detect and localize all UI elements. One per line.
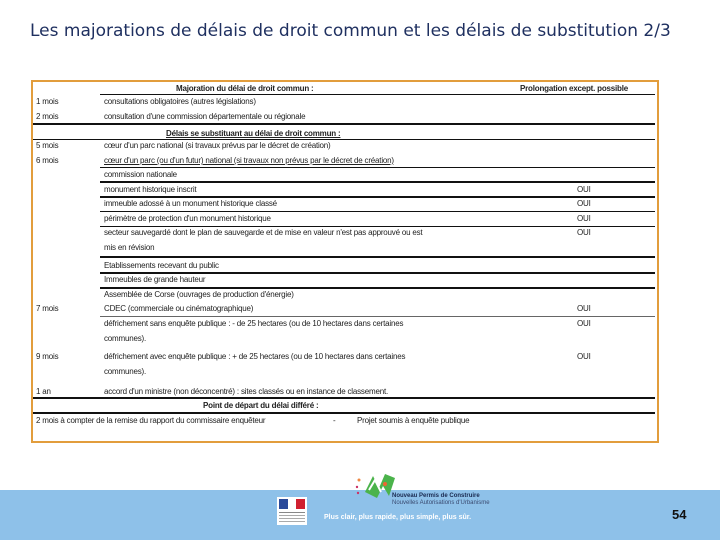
- divider: [33, 139, 655, 140]
- divider: [33, 123, 655, 125]
- divider: [100, 287, 655, 289]
- oui-value: OUI: [577, 304, 591, 313]
- delay-label: 9 mois: [36, 352, 59, 361]
- oui-value: OUI: [577, 214, 591, 223]
- divider: [100, 226, 655, 227]
- republique-francaise-logo: [277, 497, 307, 525]
- divider: [100, 181, 655, 183]
- row-text: CDEC (commerciale ou cinématographique): [104, 304, 254, 313]
- delay-label: 1 an: [36, 387, 51, 396]
- oui-value: OUI: [577, 319, 591, 328]
- row-text: 2 mois à compter de la remise du rapport du commissaire enquêteur: [36, 416, 266, 425]
- page-number: 54: [672, 507, 687, 522]
- row-text: défrichement avec enquête publique : + de 25 hectares (ou de 10 hectares dans certaines: [104, 352, 406, 361]
- oui-value: OUI: [577, 352, 591, 361]
- row-text: consultations obligatoires (autres législations): [104, 97, 256, 106]
- oui-value: OUI: [577, 199, 591, 208]
- divider: [33, 397, 655, 399]
- row-text: communes).: [104, 334, 147, 343]
- row-text: accord d'un ministre (non déconcentré) : sites classés ou en instance de classement.: [104, 387, 388, 396]
- row-text: immeuble adossé à un monument historique classé: [104, 199, 277, 208]
- row-text: Etablissements recevant du public: [104, 261, 219, 270]
- delay-label: 6 mois: [36, 156, 59, 165]
- divider: [33, 412, 655, 414]
- row-text: consultation d'une commission départementale ou régionale: [104, 112, 306, 121]
- slide-title: Les majorations de délais de droit commun et les délais de substitution 2/3: [30, 21, 671, 41]
- row-text: Projet soumis à enquête publique: [357, 416, 470, 425]
- divider: [100, 256, 655, 258]
- row-text: Assemblée de Corse (ouvrages de production d'énergie): [104, 290, 294, 299]
- header-majoration: Majoration du délai de droit commun :: [176, 84, 314, 93]
- divider: [100, 196, 655, 198]
- row-text: cœur d'un parc national (si travaux prévus par le décret de création): [104, 141, 331, 150]
- dash: -: [333, 416, 336, 425]
- row-text: cœur d'un parc (ou d'un futur) national (si travaux non prévus par le décret de création): [104, 156, 394, 165]
- oui-value: OUI: [577, 228, 591, 237]
- row-text: Immeubles de grande hauteur: [104, 275, 206, 284]
- delay-label: 5 mois: [36, 141, 59, 150]
- divider: [100, 272, 655, 274]
- delay-label: 1 mois: [36, 97, 59, 106]
- brand-subtitle: Nouvelles Autorisations d'Urbanisme: [392, 500, 490, 506]
- row-text: défrichement sans enquête publique : - de 25 hectares (ou de 10 hectares dans certaines: [104, 319, 404, 328]
- divider: [100, 316, 655, 317]
- section-substitution: Délais se substituant au délai de droit commun :: [166, 129, 341, 138]
- row-text: monument historique inscrit: [104, 185, 197, 194]
- section-point-depart: Point de départ du délai différé :: [203, 401, 319, 410]
- delay-label: 2 mois: [36, 112, 59, 121]
- row-text: mis en révision: [104, 243, 155, 252]
- slogan: Plus clair, plus rapide, plus simple, plus sûr.: [324, 514, 472, 521]
- row-text: communes).: [104, 367, 147, 376]
- row-text: périmètre de protection d'un monument historique: [104, 214, 271, 223]
- delay-label: 7 mois: [36, 304, 59, 313]
- header-prolongation: Prolongation except. possible: [520, 84, 628, 93]
- divider: [100, 211, 655, 212]
- divider: [100, 94, 655, 95]
- row-text: commission nationale: [104, 170, 177, 179]
- brand-name: Nouveau Permis de Construire: [392, 493, 480, 499]
- row-text: secteur sauvegardé dont le plan de sauvegarde et de mise en valeur n'est pas approuvé ou est: [104, 228, 423, 237]
- oui-value: OUI: [577, 185, 591, 194]
- divider: [100, 167, 655, 168]
